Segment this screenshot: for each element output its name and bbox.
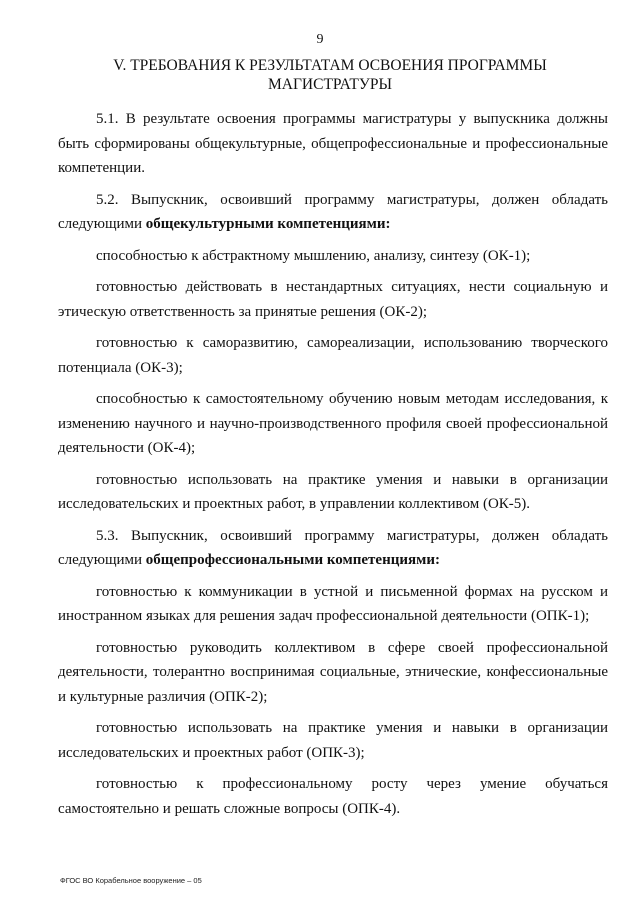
section-heading — [80, 56, 580, 94]
competency-ok-2: готовностью действовать в нестандартных ситуациях, нести социальную и этическую ответственность за принятые решения (ОК-2); — [58, 279, 608, 320]
paragraph-5-3 — [58, 524, 608, 573]
paragraph-5-1: 5.1. В результате освоения программы магистратуры у выпускника должны быть сформированы общекультурные, общепрофессиональные и профессиональные компетенции. — [58, 111, 608, 176]
competency-ok-5: готовностью использовать на практике умения и навыки в организации исследовательских и проектных работ, в управлении коллективом (ОК-5). — [58, 471, 608, 512]
paragraph-5-2-text: 5.2. Выпускник, освоивший программу магистратуры, должен обладать следующими — [58, 191, 608, 232]
paragraph-5-3-text: 5.3. Выпускник, освоивший программу магистратуры, должен обладать следующими — [58, 527, 608, 568]
competency-ok-3: готовностью к саморазвитию, самореализации, использованию творческого потенциала (ОК-3); — [58, 335, 608, 376]
section-heading-line2: МАГИСТРАТУРЫ — [268, 76, 392, 93]
paragraph-5-3-bold: общепрофессиональными компетенциями: — [145, 552, 440, 568]
section-heading-line1: V. ТРЕБОВАНИЯ К РЕЗУЛЬТАТАМ ОСВОЕНИЯ ПРОГРАММЫ — [113, 57, 547, 74]
competency-opk-4: готовностью к профессиональному росту через умение обучаться самостоятельно и решать сложные вопросы (ОПК-4). — [58, 776, 608, 817]
page-number: 9 — [316, 32, 324, 47]
paragraph-5-2 — [58, 188, 608, 237]
competency-ok-1: способностью к абстрактному мышлению, анализу, синтезу (ОК-1); — [96, 247, 531, 264]
competency-opk-3: готовностью использовать на практике умения и навыки в организации исследовательских и проектных работ (ОПК-3); — [58, 720, 608, 761]
competency-opk-1: готовностью к коммуникации в устной и письменной формах на русском и иностранном языках для решения задач профессиональной деятельности (ОПК-1); — [58, 583, 608, 624]
page-footer: ФГОС ВО Корабельное вооружение – 05 — [60, 876, 202, 885]
document-body — [58, 107, 608, 828]
competency-ok-4: способностью к самостоятельному обучению новым методам исследования, к изменению научного и научно-производственного профиля своей профессиональной деятельности (ОК-4); — [58, 391, 608, 456]
paragraph-5-2-bold: общекультурными компетенциями: — [145, 216, 391, 232]
competency-opk-2: готовностью руководить коллективом в сфере своей профессиональной деятельности, толерантно воспринимая социальные, этнические, конфессиональные и культурные различия (ОПК-2); — [58, 639, 608, 705]
